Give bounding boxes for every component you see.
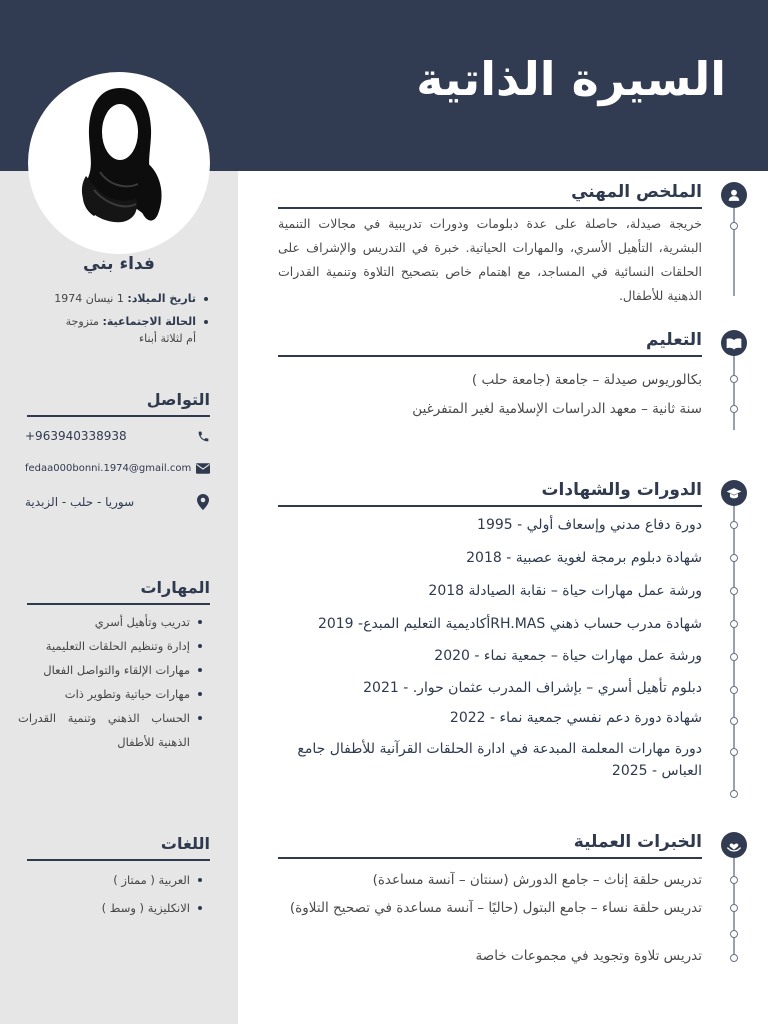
timeline-dot (730, 790, 738, 798)
course-item: شهادة دبلوم برمجة لغوية عصبية - 2018 (466, 550, 702, 566)
timeline-dot (730, 521, 738, 529)
timeline-dot (730, 904, 738, 912)
hijab-avatar-icon (28, 72, 210, 254)
education-heading: التعليم (278, 330, 702, 357)
location-text: سوريا - حلب - الزبدية (25, 495, 135, 509)
list-item: مهارات حياتية وتطوير ذات (18, 682, 210, 706)
courses-heading: الدورات والشهادات (278, 480, 702, 507)
marital-status: الحالة الاجتماعية: متزوجة أم لثلاثة أبناء (20, 313, 210, 347)
contact-phone (25, 426, 211, 446)
course-item: دورة دفاع مدني وإسعاف أولي - 1995 (477, 517, 702, 533)
hands-heart-icon (721, 832, 747, 858)
bio-list (20, 290, 210, 353)
experience-item: تدريس حلقة إناث – جامع الدورش (سنتان – آنسة مساعدة) (372, 872, 702, 888)
languages-list (18, 868, 210, 920)
contact-heading: التواصل (27, 390, 210, 417)
list-item: الانكليزية ( وسط ) (18, 896, 210, 920)
timeline-dot (730, 620, 738, 628)
education-item: بكالوريوس صيدلة – جامعة (جامعة حلب ) (471, 372, 702, 388)
user-icon (721, 182, 747, 208)
timeline-dot (730, 748, 738, 756)
list-item: العربية ( ممتاز ) (18, 868, 210, 892)
summary-text: خريجة صيدلة، حاصلة على عدة دبلومات ودورات تدريبية في مجالات التنمية البشرية، التأهيل الأسري، والمهارات الحياتية. خبرة في التدريس والإشراف على الحلقات النسائية في المساجد، مع اهتمام خاص بتصحيح التلاوة وتنمية القدرات الذهنية للأطفال. (278, 216, 702, 303)
timeline-dot (730, 954, 738, 962)
mail-icon (195, 460, 211, 476)
timeline-dot (730, 587, 738, 595)
languages-heading: اللغات (27, 834, 210, 861)
timeline-line (733, 355, 735, 430)
experience-item: تدريس حلقة نساء – جامع البتول (حاليًا – آنسة مساعدة في تصحيح التلاوة) (289, 900, 702, 916)
timeline-dot (730, 222, 738, 230)
course-item: دورة مهارات المعلمة المبدعة في ادارة الحلقات القرآنية للأطفال جامع العباس - 2025 (297, 741, 702, 779)
page-title: السيرة الذاتية (416, 52, 726, 106)
skills-heading: المهارات (27, 578, 210, 605)
timeline-dot (730, 554, 738, 562)
course-item: ورشة عمل مهارات حياة – جمعية نماء - 2020 (434, 648, 702, 664)
timeline-dot (730, 375, 738, 383)
experience-heading: الخبرات العملية (278, 832, 702, 859)
list-item: إدارة وتنظيم الحلقات التعليمية (18, 634, 210, 658)
timeline-dot (730, 717, 738, 725)
list-item: الحساب الذهني وتنمية القدرات الذهنية للأطفال (18, 706, 210, 754)
summary-heading: الملخص المهني (278, 182, 702, 209)
contact-email (25, 458, 211, 478)
list-item: مهارات الإلقاء والتواصل الفعال (18, 658, 210, 682)
course-item: شهادة مدرب حساب ذهني RH.MASأكاديمية التعليم المبدع- 2019 (317, 616, 702, 632)
book-icon (721, 330, 747, 356)
timeline-dot (730, 876, 738, 884)
graduation-cap-icon (721, 480, 747, 506)
phone-icon (195, 428, 211, 444)
course-item: شهادة دورة دعم نفسي جمعية نماء - 2022 (449, 710, 702, 726)
experience-item: تدريس تلاوة وتجويد في مجموعات خاصة (475, 948, 702, 964)
timeline-dot (730, 653, 738, 661)
course-item: دبلوم تأهيل أسري – بإشراف المدرب عثمان حوار. - 2021 (363, 680, 702, 696)
timeline-dot (730, 405, 738, 413)
phone-number[interactable]: +963940338938 (25, 429, 127, 443)
education-item: سنة ثانية – معهد الدراسات الإسلامية لغير المتفرغين (412, 401, 702, 417)
course-item: ورشة عمل مهارات حياة – نقابة الصيادلة 2018 (428, 583, 702, 599)
list-item: تدريب وتأهيل أسري (18, 610, 210, 634)
location-pin-icon (195, 494, 211, 510)
person-name: فداء بني (83, 254, 155, 274)
timeline-dot (730, 686, 738, 694)
skills-list (18, 610, 210, 754)
email-address[interactable]: fedaa000bonni.1974@gmail.com (25, 462, 192, 474)
avatar (28, 72, 210, 254)
birth-date: تاريخ الميلاد: 1 نيسان 1974 (20, 290, 210, 307)
contact-location (25, 492, 211, 512)
timeline-dot (730, 930, 738, 938)
